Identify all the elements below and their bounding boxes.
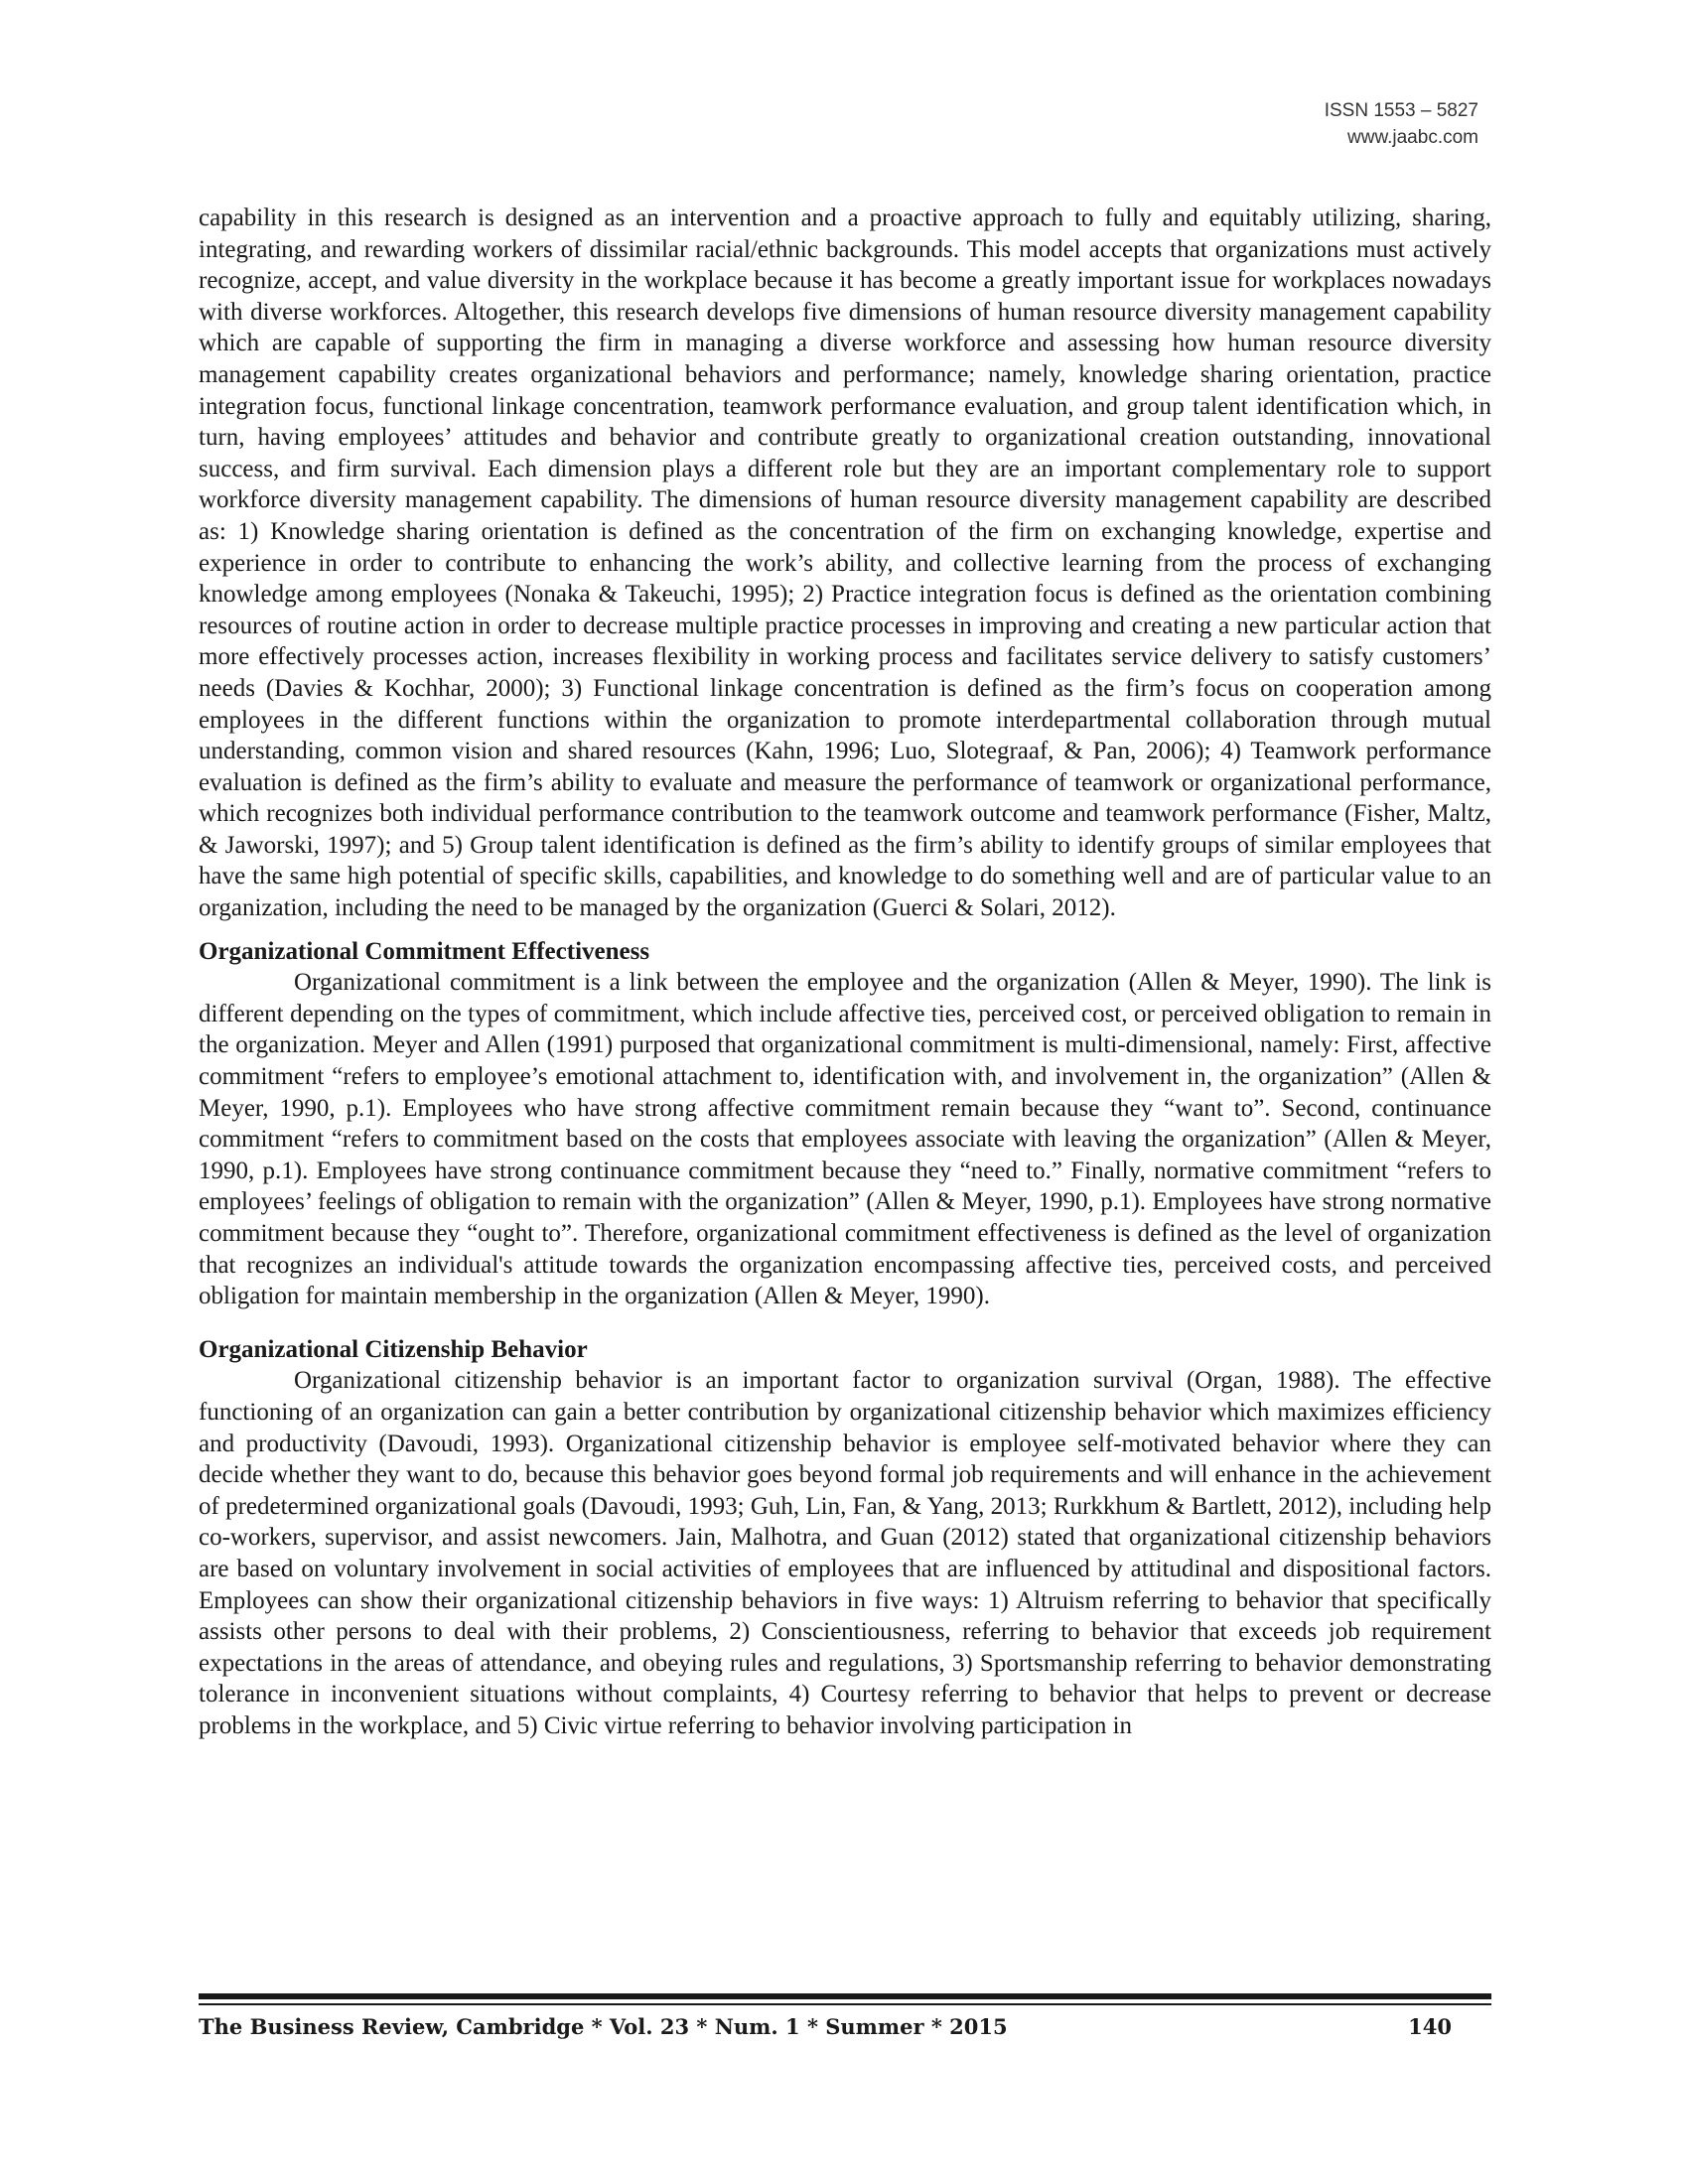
journal-website: www.jaabc.com [1347,127,1478,148]
section-body-commitment: Organizational commitment is a link between the employee and the organization (Allen & Meyer, 1990). The link is different depending on the types of commitment, which include affective ties, perceived cost, or perceived obligation to remain in the organization. Meyer and Allen (1991) purposed that organizational commitment is multi-dimensional, namely: First, affective commitment “refers to employee’s emotional attachment to, identification with, and involvement in, the organization” (Allen & Meyer, 1990, p.1). Employees who have strong affective commitment remain because they “want to”. Second, continuance commitment “refers to commitment based on the costs that employees associate with leaving the organization” (Allen & Meyer, 1990, p.1). Employees have strong continuance commitment because they “need to.” Finally, normative commitment “refers to employees’ feelings of obligation to remain with the organization” (Allen & Meyer, 1990, p.1). Employees have strong normative commitment because they “ought to”. Therefore, organizational commitment effectiveness is defined as the level of organization that recognizes an individual's attitude towards the organization encompassing affective ties, perceived costs, and perceived obligation for maintain membership in the organization (Allen & Meyer, 1990). [199,969,1491,1310]
section-heading-citizenship: Organizational Citizenship Behavior [199,1335,588,1363]
section-heading-commitment: Organizational Commitment Effectiveness [199,937,650,965]
section-body-citizenship: Organizational citizenship behavior is an important factor to organization survival (Organ, 1988). The effective functioning of an organization can gain a better contribution by organizational citizenship behavior which maximizes efficiency and productivity (Davoudi, 1993). Organizational citizenship behavior is employee self-motivated behavior where they can decide whether they want to do, because this behavior goes beyond formal job requirements and will enhance in the achievement of predetermined organizational goals (Davoudi, 1993; Guh, Lin, Fan, & Yang, 2013; Rurkkhum & Bartlett, 2012), including help co-workers, supervisor, and assist newcomers. Jain, Malhotra, and Guan (2012) stated that organizational citizenship behaviors are based on voluntary involvement in social activities of employees that are influenced by attitudinal and dispositional factors. Employees can show their organizational citizenship behaviors in five ways: 1) Altruism referring to behavior that specifically assists other persons to deal with their problems, 2) Conscientiousness, referring to behavior that exceeds job requirement expectations in the areas of attendance, and obeying rules and regulations, 3) Sportsmanship referring to behavior demonstrating tolerance in inconvenient situations without complaints, 4) Courtesy referring to behavior that helps to prevent or decrease problems in the workplace, and 5) Civic virtue referring to behavior involving participation in [199,1367,1491,1739]
footer-rule-thin [199,2003,1491,2005]
page-header [1325,97,1478,151]
section-spacer [199,1312,1491,1334]
section-spacer [199,924,1491,936]
intro-paragraph: capability in this research is designed as an intervention and a proactive approach to fully and equitably utilizing, sharing, integrating, and rewarding workers of dissimilar racial/ethnic backgrounds. This model accepts that organizations must actively recognize, accept, and value diversity in the workplace because it has become a greatly important issue for workplaces nowadays with diverse workforces. Altogether, this research develops five dimensions of human resource diversity management capability which are capable of supporting the firm in managing a diverse workforce and assessing how human resource diversity management capability creates organizational behaviors and performance; namely, knowledge sharing orientation, practice integration focus, functional linkage concentration, teamwork performance evaluation, and group talent identification which, in turn, having employees’ attitudes and behavior and contribute greatly to organizational creation outstanding, innovational success, and firm survival. Each dimension plays a different role but they are an important complementary role to support workforce diversity management capability. The dimensions of human resource diversity management capability are described as: 1) Knowledge sharing orientation is defined as the concentration of the firm on exchanging knowledge, expertise and experience in order to contribute to enhancing the work’s ability, and collective learning from the process of exchanging knowledge among employees (Nonaka & Takeuchi, 1995); 2) Practice integration focus is defined as the orientation combining resources of routine action in order to decrease multiple practice processes in improving and creating a new particular action that more effectively processes action, increases flexibility in working process and facilitates service delivery to satisfy customers’ needs (Davies & Kochhar, 2000); 3) Functional linkage concentration is defined as the firm’s focus on cooperation among employees in the different functions within the organization to promote interdepartmental collaboration through mutual understanding, common vision and shared resources (Kahn, 1996; Luo, Slotegraaf, & Pan, 2006); 4) Teamwork performance evaluation is defined as the firm’s ability to evaluate and measure the performance of teamwork or organizational performance, which recognizes both individual performance contribution to the teamwork outcome and teamwork performance (Fisher, Maltz, & Jaworski, 1997); and 5) Group talent identification is defined as the firm’s ability to identify groups of similar employees that have the same high potential of specific skills, capabilities, and knowledge to do something well and are of particular value to an organization, including the need to be managed by the organization (Guerci & Solari, 2012). [199,205,1491,922]
issn-label: ISSN 1553 – 5827 [1324,100,1478,121]
article-body [199,203,1491,1742]
footer-rule-thick [199,1993,1491,1999]
journal-citation: The Business Review, Cambridge * Vol. 23 * Num. 1 * Summer * 2015 [199,2014,1008,2039]
page-footer [199,2013,1491,2041]
page-number: 140 [1408,2014,1452,2039]
